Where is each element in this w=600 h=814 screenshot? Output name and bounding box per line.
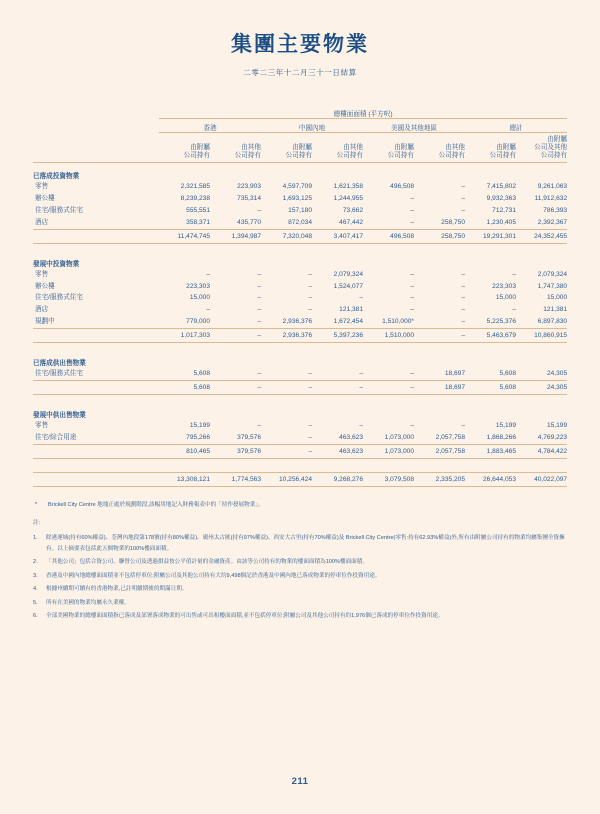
row-value: 2,079,324 <box>537 270 568 278</box>
row-value: 786,393 <box>543 206 568 214</box>
row-value: 2,936,376 <box>282 317 312 325</box>
subheader-line2: 公司及其他 <box>534 143 568 151</box>
region-header-hk: 香港 <box>159 119 261 133</box>
row-label: 住宅/綜合用途 <box>35 434 77 442</box>
subheader-total-all <box>516 133 567 163</box>
row-value: 18,697 <box>444 370 465 378</box>
footnote-number: 1. <box>33 535 38 542</box>
row-value: – <box>308 270 312 278</box>
footnote-item <box>33 533 567 555</box>
total-value: – <box>257 332 261 340</box>
total-value: 5,463,679 <box>486 332 516 340</box>
row-value: 6,897,830 <box>537 317 568 325</box>
subheader-line2: 公司持有 <box>285 151 312 159</box>
total-value: 3,407,417 <box>333 232 363 240</box>
table-body <box>33 163 567 487</box>
table-row <box>33 316 567 328</box>
table-row <box>33 369 567 381</box>
table-row <box>33 293 567 305</box>
row-value: – <box>257 206 261 214</box>
row-value: 1,621,358 <box>333 183 363 191</box>
subheader-line1: 由附屬 <box>547 136 568 143</box>
subheader-hk-subsidiary <box>159 133 210 163</box>
header-area-row <box>33 108 567 119</box>
grand-total-row <box>33 473 567 487</box>
total-value: 24,305 <box>546 384 568 392</box>
footnote-text: 「其他公司」包括合資公司、聯營公司及透過損益按公平值計量的金融資產。由該等公司持有的物業的樓面面積為100%樓面面積。 <box>46 559 368 566</box>
grand-total-value: 3,079,508 <box>384 476 414 484</box>
footnote-number: 5. <box>33 599 38 606</box>
row-value: – <box>206 270 210 278</box>
footnote-item <box>33 571 567 582</box>
page-title: 集團主要物業 <box>231 33 369 56</box>
row-value: – <box>410 282 414 290</box>
total-value: – <box>359 384 363 392</box>
total-value: 2,936,376 <box>282 332 312 340</box>
total-value: 810,465 <box>186 448 210 456</box>
section-title-row <box>33 163 567 182</box>
row-value: 779,000 <box>186 317 210 325</box>
total-value: 7,320,048 <box>282 232 312 240</box>
row-value: 379,576 <box>237 434 261 442</box>
row-value: 358,371 <box>186 218 210 226</box>
grand-total-value: 2,335,205 <box>435 476 465 484</box>
row-value: – <box>461 183 465 191</box>
total-value: 4,784,422 <box>537 448 568 456</box>
table-row <box>33 205 567 217</box>
section-title: 發展中投資物業 <box>33 260 80 268</box>
row-value: – <box>308 422 312 430</box>
row-value: 2,321,585 <box>180 183 210 191</box>
header-sub-row <box>33 133 567 163</box>
title-block <box>33 0 567 78</box>
row-label: 住宅/服務式住宅 <box>35 206 83 214</box>
section-title: 已落成供出售物業 <box>33 360 86 368</box>
total-value: 496,508 <box>390 232 414 240</box>
section-spacer <box>33 343 567 351</box>
row-value: 24,305 <box>546 370 568 378</box>
row-value: – <box>461 422 465 430</box>
grand-total-value: 26,644,053 <box>482 476 516 484</box>
row-value: 5,608 <box>499 370 516 378</box>
row-value: 2,079,324 <box>333 270 363 278</box>
subheader-line2: 公司持有 <box>336 151 363 159</box>
row-value: 1,073,000 <box>384 434 414 442</box>
row-value: 1,693,125 <box>282 195 312 203</box>
total-value: 258,750 <box>441 232 465 240</box>
row-value: 15,199 <box>546 422 568 430</box>
row-value: 223,903 <box>237 183 261 191</box>
subheader-line1: 由附屬 <box>394 143 414 151</box>
row-value: – <box>461 282 465 290</box>
subheader-line2: 公司持有 <box>183 151 210 159</box>
row-value: – <box>461 206 465 214</box>
row-value: 5,608 <box>193 370 210 378</box>
section-total-row <box>33 229 567 243</box>
subheader-line1: 由附屬 <box>190 143 210 151</box>
footnote-item <box>33 611 567 622</box>
total-value: – <box>410 384 414 392</box>
footnote-item <box>33 584 567 595</box>
subheader-line2: 公司持有 <box>387 151 414 159</box>
row-value: 15,000 <box>546 294 568 302</box>
row-value: – <box>461 294 465 302</box>
section-title-row <box>33 402 567 421</box>
total-value: – <box>257 384 261 392</box>
row-value: 9,261,063 <box>537 183 568 191</box>
row-label: 辦公樓 <box>35 282 55 290</box>
row-value: 872,034 <box>288 218 312 226</box>
section-spacer <box>33 243 567 251</box>
row-value: 9,932,363 <box>486 195 516 203</box>
subheader-line1: 由其他 <box>445 143 465 151</box>
table-row <box>33 433 567 445</box>
row-value: 1,244,955 <box>333 195 363 203</box>
total-value: 1,017,303 <box>180 332 210 340</box>
row-value: – <box>257 282 261 290</box>
row-value: – <box>257 306 261 314</box>
row-value: 4,769,223 <box>537 434 568 442</box>
page-number: 211 <box>291 776 309 787</box>
total-value: 18,697 <box>444 384 465 392</box>
table-header <box>33 108 567 163</box>
table-row <box>33 269 567 281</box>
row-label: 零售 <box>35 270 49 278</box>
total-value: 1,073,000 <box>384 448 414 456</box>
total-value: – <box>308 448 312 456</box>
footnote-item <box>33 557 567 568</box>
row-value: – <box>512 306 516 314</box>
table-row <box>33 217 567 229</box>
section-title-row <box>33 350 567 369</box>
row-value: 11,912,632 <box>534 195 568 203</box>
row-value: 258,750 <box>441 218 465 226</box>
row-label: 辦公樓 <box>35 195 55 203</box>
subheader-usa-subsidiary <box>363 133 414 163</box>
footnote-item <box>33 598 567 609</box>
total-label <box>33 445 159 459</box>
row-value: 73,662 <box>342 206 363 214</box>
row-value: – <box>461 195 465 203</box>
row-value: – <box>308 282 312 290</box>
row-label: 酒店 <box>35 218 49 226</box>
total-value: 24,352,455 <box>534 232 568 240</box>
area-header: 總樓面面積 (平方呎) <box>159 108 567 119</box>
footnote-number: 6. <box>33 613 38 620</box>
footnote-number: 4. <box>33 586 38 593</box>
row-value: 157,180 <box>288 206 312 214</box>
row-label: 零售 <box>35 422 49 430</box>
row-value: 2,057,758 <box>435 434 465 442</box>
row-value: 496,508 <box>390 183 414 191</box>
row-value: – <box>257 370 261 378</box>
footnote-number: 2. <box>33 559 38 566</box>
row-value: 1,510,000* <box>382 317 414 325</box>
subheader-line1: 由附屬 <box>292 143 312 151</box>
section-title: 已落成投資物業 <box>33 173 80 181</box>
row-label: 規劃中 <box>35 317 55 325</box>
row-value: 2,392,367 <box>537 218 568 226</box>
row-value: – <box>461 270 465 278</box>
grand-total-value: 40,022,097 <box>534 476 568 484</box>
row-value: 712,731 <box>492 206 516 214</box>
row-value: – <box>410 270 414 278</box>
section-total-row <box>33 329 567 343</box>
section-total-row <box>33 381 567 395</box>
row-value: 15,000 <box>189 294 210 302</box>
footnote-text: 除港運城(持有60%權益)、荃灣內地段第178號(持有80%權益)、廣州太古匯(持有97%權益)、西安大古里(持有70%權益)及 Brickell City Centre(零售:持有62.93%權益)外,所有由附屬公司持有的物業均屬集團全資擁有。以上摘要表包括此五個物業的100%樓面面積。 <box>46 535 565 553</box>
row-value: 1,747,380 <box>537 282 568 290</box>
total-value: 1,394,987 <box>231 232 261 240</box>
total-value: 5,397,236 <box>333 332 363 340</box>
row-value: 1,230,405 <box>486 218 516 226</box>
table-row <box>33 421 567 433</box>
row-value: – <box>257 422 261 430</box>
subheader-mainland-other <box>312 133 363 163</box>
properties-table <box>33 108 567 487</box>
row-value: 463,623 <box>339 434 363 442</box>
subheader-line3: 公司持有 <box>540 151 568 159</box>
row-label: 零售 <box>35 183 49 191</box>
row-value: 15,000 <box>495 294 516 302</box>
page-subtitle: 二零二三年十二月三十一日結算 <box>243 68 357 77</box>
total-value: 19,291,301 <box>482 232 516 240</box>
footnote-text: 全部美國物業的總樓面面積指已落成及部署落成物業的可出售或可出租樓面面積,並不包括停車位;附屬公司及其他公司持有約1,976個已落成的停車位作投資用途。 <box>46 613 444 620</box>
row-value: – <box>359 370 363 378</box>
section-total-row <box>33 445 567 459</box>
row-value: – <box>461 306 465 314</box>
row-value: – <box>410 294 414 302</box>
row-value: 223,303 <box>186 282 210 290</box>
row-value: – <box>461 317 465 325</box>
total-value: 463,623 <box>339 448 363 456</box>
footnote-star <box>33 500 567 511</box>
section-spacer <box>33 395 567 403</box>
row-value: – <box>410 206 414 214</box>
total-value: 11,474,745 <box>177 232 210 240</box>
row-value: – <box>410 306 414 314</box>
subheader-line1: 由其他 <box>241 143 261 151</box>
region-header-total: 總計 <box>465 119 567 133</box>
total-value: – <box>461 332 465 340</box>
table-row <box>33 281 567 293</box>
row-value: – <box>206 306 210 314</box>
footnote-star-mark: * <box>35 502 38 509</box>
grand-total-value: 9,268,276 <box>333 476 363 484</box>
row-value: 8,239,238 <box>180 195 210 203</box>
grand-total-value: 10,256,424 <box>278 476 312 484</box>
notes-list <box>33 533 567 622</box>
row-value: – <box>308 306 312 314</box>
row-value: 223,303 <box>492 282 516 290</box>
subheader-usa-other <box>414 133 465 163</box>
row-value: – <box>257 317 261 325</box>
row-value: – <box>257 270 261 278</box>
region-header-usa: 美國及其他地區 <box>363 119 465 133</box>
region-header-mainland: 中國內地 <box>261 119 363 133</box>
row-value: 15,199 <box>189 422 210 430</box>
footnote-text: 根據州續期可續有的香港物業,已註明續期後的期滿日期。 <box>46 586 188 593</box>
row-value: 4,597,709 <box>282 183 312 191</box>
row-value: 555,551 <box>186 206 210 214</box>
subheader-line1: 由附屬 <box>496 143 516 151</box>
row-value: – <box>308 294 312 302</box>
row-value: – <box>512 270 516 278</box>
table-row <box>33 194 567 206</box>
row-value: 15,199 <box>495 422 516 430</box>
row-value: 1,672,454 <box>333 317 363 325</box>
subheader-line2: 公司持有 <box>438 151 465 159</box>
subheader-line2: 公司持有 <box>234 151 261 159</box>
row-value: 121,381 <box>543 306 568 314</box>
total-value: 379,576 <box>237 448 261 456</box>
footnote-number: 3. <box>33 572 38 579</box>
row-value: – <box>410 422 414 430</box>
row-value: 1,524,077 <box>333 282 363 290</box>
subheader-line1: 由其他 <box>343 143 363 151</box>
table-row <box>33 305 567 317</box>
total-value: 10,860,915 <box>534 332 568 340</box>
row-value: – <box>359 422 363 430</box>
subheader-line2: 公司持有 <box>489 151 516 159</box>
subheader-mainland-subsidiary <box>261 133 312 163</box>
total-label <box>33 329 159 343</box>
row-value: 121,381 <box>339 306 363 314</box>
row-value: – <box>359 294 363 302</box>
row-value: – <box>410 370 414 378</box>
total-label <box>33 381 159 395</box>
row-value: 435,770 <box>237 218 261 226</box>
section-title-row <box>33 251 567 270</box>
row-value: – <box>410 218 414 226</box>
footnote-text: 香港及中國內地總樓面面積並不包括停車位;附屬公司及其他公司持有大約9,498個記於香港及中國內地已落成物業的停車位作投資用途。 <box>46 572 381 579</box>
total-value: 1,883,465 <box>486 448 516 456</box>
row-value: 5,225,376 <box>486 317 516 325</box>
row-value: 735,314 <box>237 195 261 203</box>
row-label: 住宅/服務式住宅 <box>35 294 83 302</box>
row-value: 467,442 <box>339 218 363 226</box>
table-row <box>33 182 567 194</box>
row-value: 7,415,802 <box>486 183 516 191</box>
total-value: – <box>308 384 312 392</box>
row-value: – <box>410 195 414 203</box>
footnote-text: 所有在美國的物業均屬永久業權。 <box>46 599 130 606</box>
row-label: 酒店 <box>35 306 49 314</box>
subheader-hk-other <box>210 133 261 163</box>
grand-total-gap <box>33 459 567 473</box>
row-value: 1,868,266 <box>486 434 516 442</box>
total-label <box>33 229 159 243</box>
total-value: 1,510,000 <box>384 332 414 340</box>
row-value: – <box>308 434 312 442</box>
footnote-star-text: Brickell City Centre 地塊正處於規劃階段,該幅用地記入財務報表中的「持作發展物業」。 <box>48 502 264 509</box>
grand-total-value: 1,774,563 <box>231 476 261 484</box>
total-value: 5,608 <box>499 384 516 392</box>
row-value: – <box>308 370 312 378</box>
grand-total-value: 13,308,121 <box>176 476 210 484</box>
row-value: – <box>257 294 261 302</box>
header-region-row <box>33 119 567 133</box>
grand-total-label <box>33 473 159 487</box>
section-title: 發展中供出售物業 <box>33 412 86 420</box>
row-label: 住宅/服務式住宅 <box>35 370 83 378</box>
notes-label: 註: <box>33 520 41 527</box>
total-value: 2,057,758 <box>435 448 465 456</box>
row-value: 795,266 <box>186 434 210 442</box>
total-value: 5,608 <box>193 384 210 392</box>
subheader-total-subsidiary <box>465 133 516 163</box>
footnotes-block <box>33 500 567 622</box>
